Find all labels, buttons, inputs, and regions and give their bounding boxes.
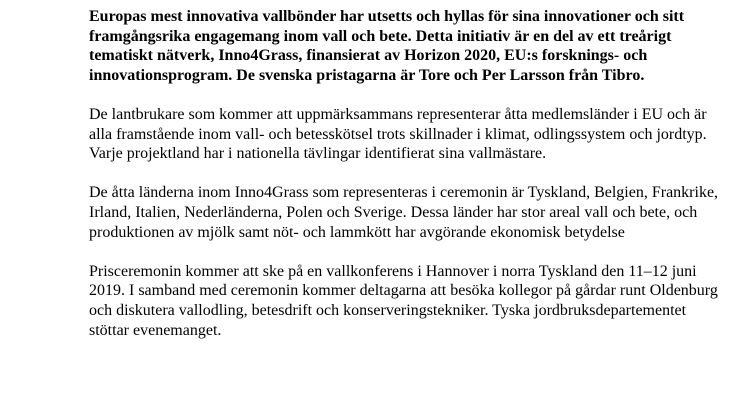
lead-paragraph: Europas mest innovativa vallbönder har utsetts och hyllas för sina innovationer och sitt framgångsrika engagemang inom vall och bete. Detta initiativ är en del av ett treårigt tematiskt nätverk, Inno4Grass, finansierat av Horizon 2020, EU:s forsknings- och innovationsprogram. De svenska pristagarna är Tore och Per Larsson från Tibro. xyxy=(89,8,685,84)
document-page xyxy=(89,7,729,360)
body-paragraph-2: De åtta länderna inom Inno4Grass som representeras i ceremonin är Tyskland, Belgien, Frankrike, Irland, Italien, Nederländerna, Polen och Sverige. Dessa länder har stor areal vall och bete, och produktionen av mjölk samt nöt- och lammkött har avgörande ekonomisk betydelse xyxy=(89,184,719,241)
body-paragraph-1: De lantbrukare som kommer att uppmärksammans representerar åtta medlemsländer i EU och är alla framstående inom vall- och betesskötsel trots skillnader i klimat, odlingssystem och jordtyp. Varje projektland har i nationella tävlingar identifierat sina vallmästare. xyxy=(89,105,707,163)
body-paragraph-3: Prisceremonin kommer att ske på en vallkonferens i Hannover i norra Tyskland den 11–12 juni 2019. I samband med ceremonin kommer deltagarna att besöka kollegor på gårdar runt Oldenburg och diskutera vallodling, betesdrift och konserveringstekniker. Tyska jordbruksdepartementet stöttar evenemanget. xyxy=(89,262,718,339)
